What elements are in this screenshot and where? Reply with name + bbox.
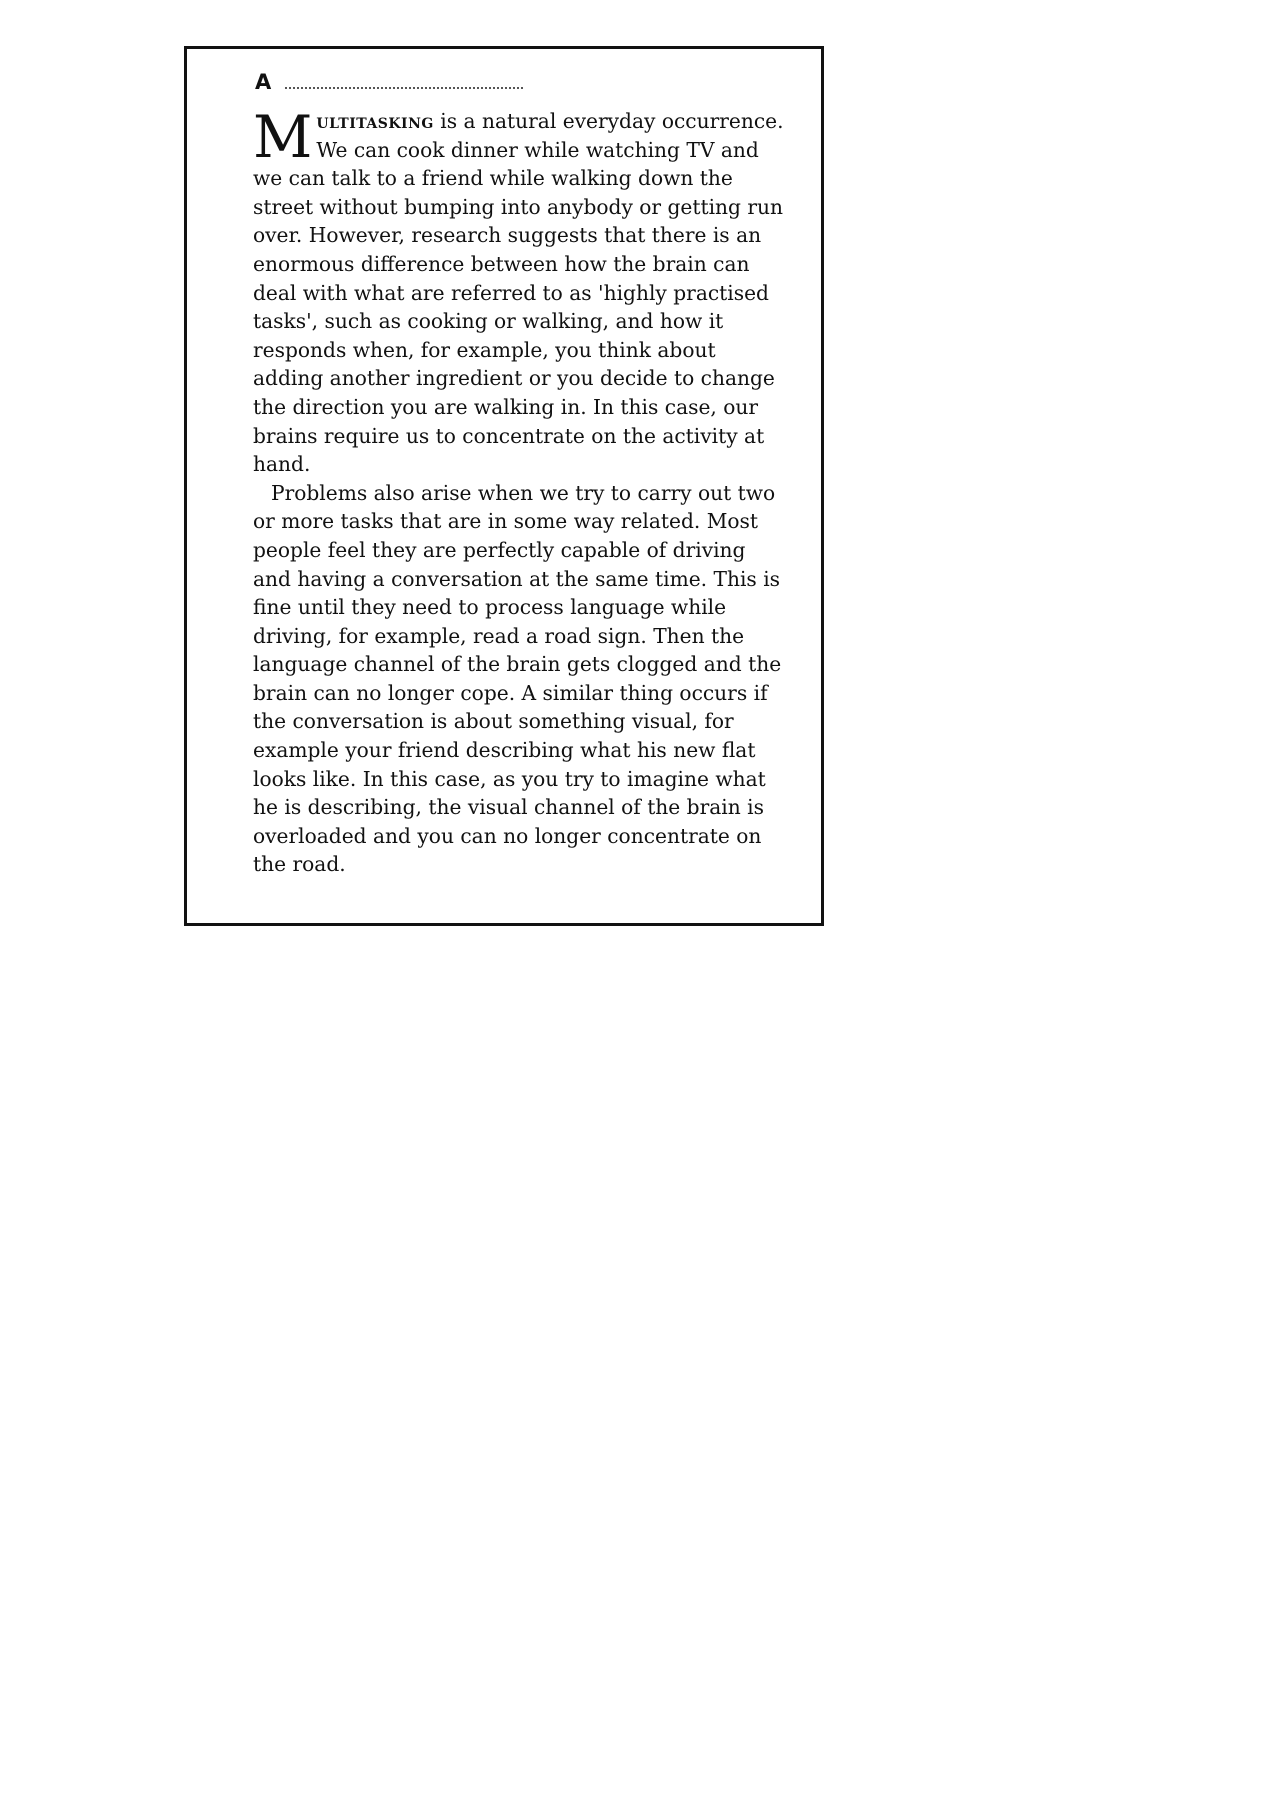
heading-answer-line xyxy=(285,87,523,89)
drop-cap: M xyxy=(253,103,313,171)
reading-text-box xyxy=(184,46,824,926)
passage xyxy=(253,103,789,879)
paragraph-1 xyxy=(253,103,789,479)
section-letter: A xyxy=(255,70,272,94)
paragraph-1-text: is a natural everyday occurrence. We can cook dinner while watching TV and we can talk to a friend while walking down the street without bumping into anybody or getting run over. However, research suggests that there is an enormous difference between how the brain can deal with what are referred to as 'highly practised tasks', such as cooking or walking, and how it responds when, for example, you think about adding another ingredient or you decide to change the direction you are walking in. In this case, our brains require us to concentrate on the activity at hand. xyxy=(253,109,784,477)
paragraph-2: Problems also arise when we try to carry out two or more tasks that are in some way related. Most people feel they are perfectly capable of driving and having a conversation at the same time. This is fine until they need to process language while driving, for example, read a road sign. Then the language channel of the brain gets clogged and the brain can no longer cope. A similar thing occurs if the conversation is about something visual, for example your friend describing what his new flat looks like. In this case, as you try to imagine what he is describing, the visual channel of the brain is overloaded and you can no longer concentrate on the road. xyxy=(253,480,782,877)
lead-in-word: ultitasking xyxy=(316,109,434,133)
section-header xyxy=(255,67,525,97)
